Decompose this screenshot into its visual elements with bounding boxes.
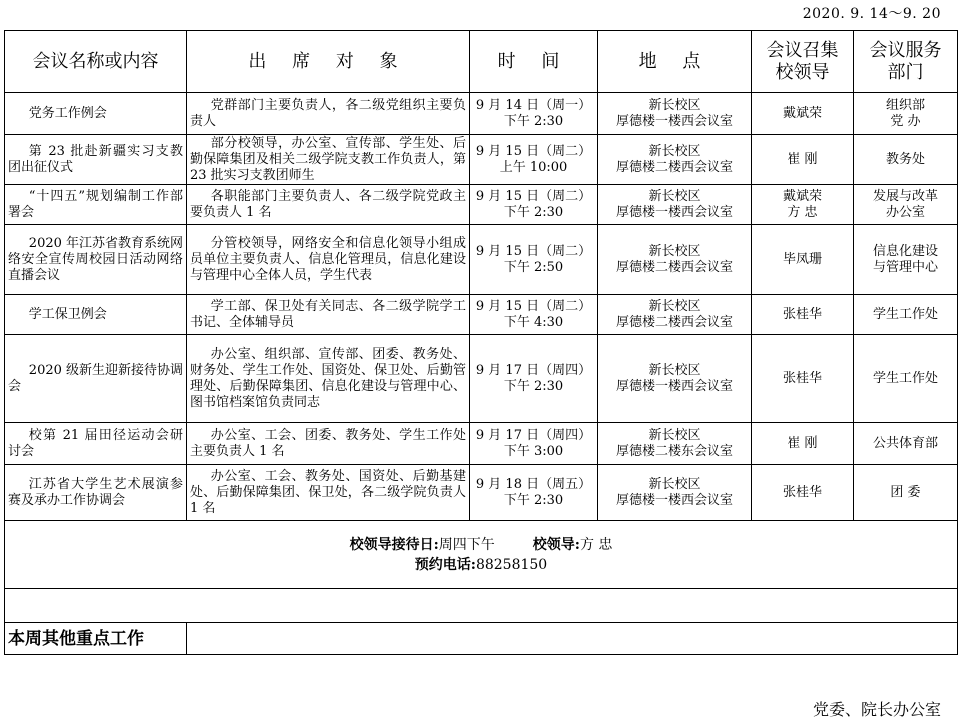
reception-row [5,521,958,589]
meeting-room: 厚德楼二楼东会议室 [615,443,733,459]
meeting-leader [752,423,854,465]
meeting-leader-primary: 戴斌荣 [782,188,822,204]
reception-leader-value: 方 忠 [579,536,613,553]
meeting-row [5,335,958,423]
header-location: 地 点 [598,31,752,93]
meeting-attendees: 办公室、工会、教务处、国资处、后勤基建处、后勤保障集团、保卫处，各二级学院负责人 1 名 [187,465,470,521]
meeting-clock: 下午 2:30 [503,492,564,508]
meeting-attendees: 学工部、保卫处有关同志、各二级学院学工书记、全体辅导员 [187,295,470,335]
meeting-leader-primary: 毕凤珊 [782,251,822,267]
meeting-row [5,225,958,295]
header-name: 会议名称或内容 [5,31,187,93]
reception-line-2 [8,555,954,575]
meeting-dept-line1: 团 委 [890,484,921,500]
meeting-clock: 下午 4:30 [503,314,564,330]
meeting-time [470,225,598,295]
meeting-name: 2020 级新生迎新接待协调会 [5,335,187,423]
header-attendees: 出 席 对 象 [187,31,470,93]
meeting-dept-line1: 教务处 [885,151,925,167]
meeting-date: 9 月 14 日（周一） [475,97,592,113]
reception-day-label: 校领导接待日: [349,536,439,553]
meeting-attendees: 党群部门主要负责人，各二级党组织主要负责人 [187,93,470,135]
meeting-campus: 新长校区 [648,188,701,204]
meeting-service-dept [854,93,958,135]
meeting-campus: 新长校区 [648,298,701,314]
meeting-leader [752,135,854,185]
meeting-attendees: 部分校领导，办公室、宣传部、学生处、后勤保障集团及相关二级学院支教工作负责人，第 23 批实习支教团师生 [187,135,470,185]
meeting-leader [752,225,854,295]
meeting-dept-line1: 学生工作处 [872,370,938,386]
meeting-service-dept [854,295,958,335]
meeting-row [5,135,958,185]
meeting-leader-primary: 张桂华 [782,484,822,500]
other-work-content [187,623,958,655]
meeting-dept-line2: 党 办 [890,113,921,129]
header-leader [752,31,854,93]
reception-phone-label: 预约电话: [414,556,476,573]
meeting-name: 2020 年江苏省教育系统网络安全宣传周校园日活动网络直播会议 [5,225,187,295]
meeting-room: 厚德楼二楼西会议室 [615,259,733,275]
meeting-clock: 下午 3:00 [503,443,564,459]
meeting-attendees: 各职能部门主要负责人、各二级学院党政主要负责人 1 名 [187,185,470,225]
meeting-room: 厚德楼二楼西会议室 [615,314,733,330]
meeting-service-dept [854,185,958,225]
meeting-row [5,295,958,335]
meeting-clock: 下午 2:30 [503,204,564,220]
meeting-campus: 新长校区 [648,143,701,159]
meeting-name: 江苏省大学生艺术展演参赛及承办工作协调会 [5,465,187,521]
meeting-location [598,225,752,295]
header-time: 时 间 [470,31,598,93]
meeting-leader [752,295,854,335]
meeting-name: 校第 21 届田径运动会研讨会 [5,423,187,465]
header-row [5,31,958,93]
meeting-campus: 新长校区 [648,362,701,378]
meeting-leader [752,93,854,135]
meeting-name: 第 23 批赴新疆实习支教团出征仪式 [5,135,187,185]
date-range: 2020. 9. 14～9. 20 [802,6,941,22]
meeting-room: 厚德楼一楼西会议室 [615,378,733,394]
meeting-time [470,135,598,185]
meeting-service-dept [854,225,958,295]
meeting-time [470,185,598,225]
meeting-date: 9 月 17 日（周四） [475,427,592,443]
meeting-clock: 上午 10:00 [499,159,568,175]
meeting-row [5,465,958,521]
meeting-dept-line2: 与管理中心 [872,259,938,275]
meeting-dept-line1: 公共体育部 [872,435,938,451]
meeting-date: 9 月 15 日（周二） [475,143,592,159]
meeting-row [5,423,958,465]
meeting-location [598,135,752,185]
meeting-row [5,185,958,225]
meeting-leader-primary: 崔 刚 [787,151,818,167]
header-leader-line1: 会议召集 [766,39,839,61]
reception-line-1 [8,535,954,555]
meeting-leader [752,335,854,423]
meeting-dept-line1: 学生工作处 [872,306,938,322]
reception-leader-label: 校领导: [532,536,580,553]
meeting-date: 9 月 17 日（周四） [475,362,592,378]
meeting-name: “十四五”规划编制工作部署会 [5,185,187,225]
meeting-location [598,465,752,521]
meeting-campus: 新长校区 [648,476,701,492]
header-dept [854,31,958,93]
meeting-name: 党务工作例会 [5,93,187,135]
meeting-location [598,295,752,335]
blank-cell [5,589,958,623]
meeting-leader-primary: 戴斌荣 [782,105,822,121]
meeting-leader-primary: 张桂华 [782,306,822,322]
meeting-service-dept [854,335,958,423]
meeting-time [470,465,598,521]
header-leader-line2: 校领导 [775,61,830,83]
meeting-date: 9 月 15 日（周二） [475,188,592,204]
blank-row [5,589,958,623]
header-dept-line2: 部门 [887,61,924,83]
meeting-service-dept [854,423,958,465]
meeting-room: 厚德楼一楼西会议室 [615,204,733,220]
meeting-service-dept [854,465,958,521]
reception-cell [5,521,958,589]
meeting-leader-secondary: 方 忠 [787,204,818,220]
meeting-time [470,335,598,423]
meeting-clock: 下午 2:30 [503,378,564,394]
reception-day-value: 周四下午 [438,536,495,553]
meeting-time [470,423,598,465]
meeting-row [5,93,958,135]
header-dept-line1: 会议服务 [869,39,942,61]
meeting-campus: 新长校区 [648,243,701,259]
meeting-dept-line1: 信息化建设 [872,243,938,259]
meeting-schedule-table [4,30,958,655]
meeting-location [598,335,752,423]
other-work-row [5,623,958,655]
meeting-time [470,295,598,335]
footer-organization: 党委、院长办公室 [812,700,941,719]
meeting-location [598,185,752,225]
meeting-service-dept [854,135,958,185]
meeting-clock: 下午 2:50 [503,259,564,275]
meeting-leader-primary: 崔 刚 [787,435,818,451]
meeting-campus: 新长校区 [648,97,701,113]
meeting-location [598,423,752,465]
meeting-dept-line1: 组织部 [885,97,925,113]
meeting-name: 学工保卫例会 [5,295,187,335]
meeting-attendees: 办公室、组织部、宣传部、团委、教务处、财务处、学生工作处、国资处、保卫处、后勤管理处、后勤保障集团、信息化建设与管理中心、图书馆档案馆负责同志 [187,335,470,423]
meeting-attendees: 分管校领导，网络安全和信息化领导小组成员单位主要负责人、信息化管理员，信息化建设与管理中心全体人员，学生代表 [187,225,470,295]
meeting-attendees: 办公室、工会、团委、教务处、学生工作处主要负责人 1 名 [187,423,470,465]
meeting-leader-primary: 张桂华 [782,370,822,386]
meeting-campus: 新长校区 [648,427,701,443]
meeting-dept-line2: 办公室 [885,204,925,220]
meeting-leader [752,465,854,521]
meeting-date: 9 月 15 日（周二） [475,243,592,259]
meeting-date: 9 月 15 日（周二） [475,298,592,314]
meeting-room: 厚德楼一楼西会议室 [615,492,733,508]
other-work-label: 本周其他重点工作 [5,623,187,655]
meeting-time [470,93,598,135]
meeting-room: 厚德楼一楼西会议室 [615,113,733,129]
meeting-room: 厚德楼二楼西会议室 [615,159,733,175]
meeting-clock: 下午 2:30 [503,113,564,129]
meeting-dept-line1: 发展与改革 [872,188,938,204]
meeting-date: 9 月 18 日（周五） [475,476,592,492]
reception-phone-value: 88258150 [475,556,548,573]
meeting-leader [752,185,854,225]
meeting-location [598,93,752,135]
